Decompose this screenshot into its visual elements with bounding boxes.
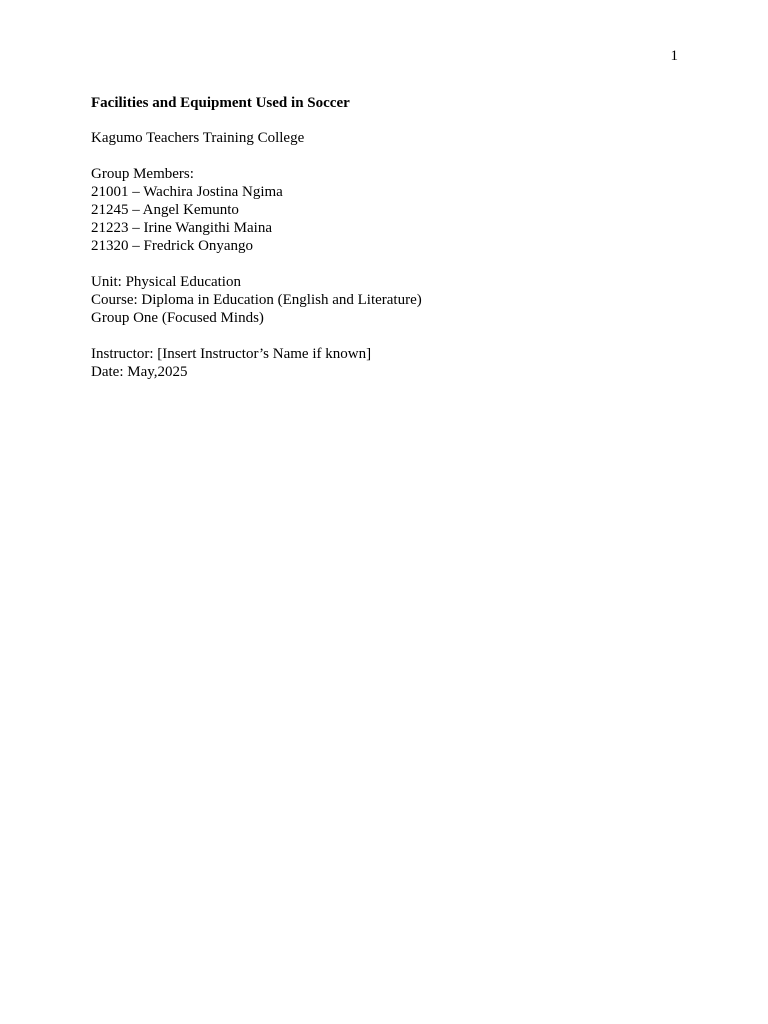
document-title: Facilities and Equipment Used in Soccer: [91, 95, 350, 111]
college-name: Kagumo Teachers Training College: [91, 130, 305, 146]
group-member-item: 21223 – Irine Wangithi Maina: [91, 220, 272, 236]
course-info-section: [91, 273, 691, 327]
course-line: Course: Diploma in Education (English and Literature): [91, 292, 422, 308]
group-members-section: [91, 165, 691, 255]
group-member-item: 21320 – Fredrick Onyango: [91, 238, 254, 254]
group-member-item: 21245 – Angel Kemunto: [91, 202, 239, 218]
page-number: 1: [670, 48, 678, 64]
date-line: Date: May,2025: [91, 364, 188, 380]
group-name-line: Group One (Focused Minds): [91, 310, 264, 326]
instructor-info-section: [91, 345, 691, 381]
instructor-line: Instructor: [Insert Instructor’s Name if known]: [91, 346, 372, 362]
unit-line: Unit: Physical Education: [91, 274, 241, 290]
group-member-item: 21001 – Wachira Jostina Ngima: [91, 184, 283, 200]
title-page-content: [91, 94, 691, 381]
group-members-heading: Group Members:: [91, 166, 194, 182]
